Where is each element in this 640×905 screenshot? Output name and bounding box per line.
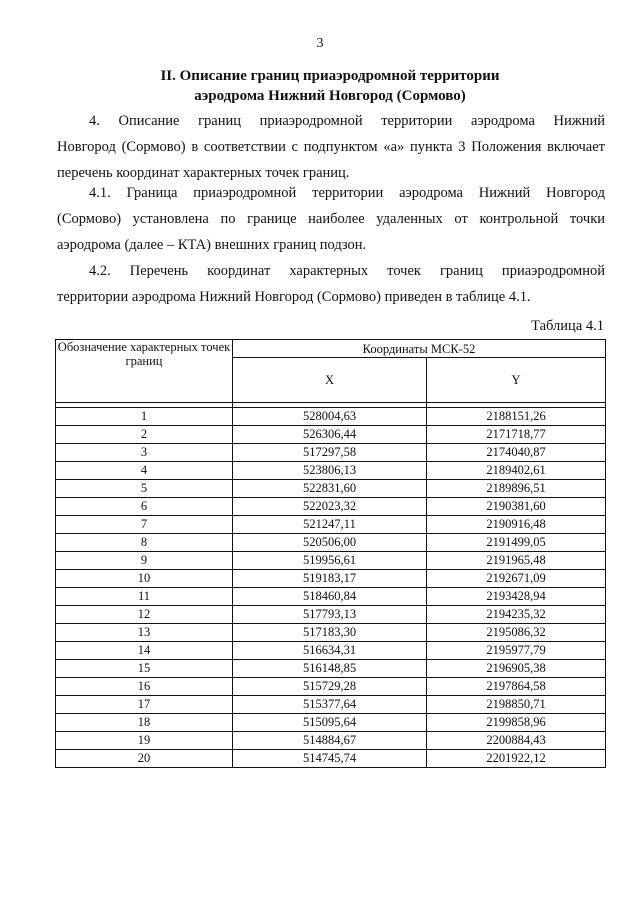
header-y: Y xyxy=(427,358,606,403)
table-row xyxy=(56,642,606,660)
table-row xyxy=(56,516,606,534)
x-cell: 514745,74 xyxy=(233,750,427,768)
y-cell: 2174040,87 xyxy=(427,444,606,462)
x-cell: 517793,13 xyxy=(233,606,427,624)
point-cell: 4 xyxy=(56,462,233,480)
paragraph-4 xyxy=(57,108,605,186)
x-cell: 516634,31 xyxy=(233,642,427,660)
x-cell: 515377,64 xyxy=(233,696,427,714)
point-cell: 7 xyxy=(56,516,233,534)
table-row xyxy=(56,678,606,696)
section-title xyxy=(60,66,600,106)
header-coordinates: Координаты МСК-52 xyxy=(233,340,606,358)
point-cell: 13 xyxy=(56,624,233,642)
table-row xyxy=(56,498,606,516)
table-row xyxy=(56,606,606,624)
coordinates-table xyxy=(55,339,606,768)
y-cell: 2193428,94 xyxy=(427,588,606,606)
paragraph-line: 4.1. Граница приаэродромной территории аэродрома Нижний Новгород xyxy=(89,185,605,201)
page-number: 3 xyxy=(316,36,324,51)
y-cell: 2197864,58 xyxy=(427,678,606,696)
y-cell: 2194235,32 xyxy=(427,606,606,624)
paragraph-line: аэродрома (далее – КТА) внешних границ подзон. xyxy=(57,237,367,253)
table-row xyxy=(56,750,606,768)
y-cell: 2196905,38 xyxy=(427,660,606,678)
table-row xyxy=(56,696,606,714)
point-cell: 3 xyxy=(56,444,233,462)
x-cell: 519183,17 xyxy=(233,570,427,588)
table-row xyxy=(56,714,606,732)
x-cell: 518460,84 xyxy=(233,588,427,606)
point-cell: 19 xyxy=(56,732,233,750)
x-cell: 519956,61 xyxy=(233,552,427,570)
table-row xyxy=(56,660,606,678)
table-caption: Таблица 4.1 xyxy=(531,318,604,334)
x-cell: 517297,58 xyxy=(233,444,427,462)
y-cell: 2188151,26 xyxy=(427,408,606,426)
point-cell: 11 xyxy=(56,588,233,606)
y-cell: 2192671,09 xyxy=(427,570,606,588)
point-cell: 16 xyxy=(56,678,233,696)
paragraph-4-2 xyxy=(57,258,605,310)
x-cell: 522023,32 xyxy=(233,498,427,516)
point-cell: 6 xyxy=(56,498,233,516)
point-cell: 10 xyxy=(56,570,233,588)
x-cell: 521247,11 xyxy=(233,516,427,534)
point-cell: 9 xyxy=(56,552,233,570)
y-cell: 2191965,48 xyxy=(427,552,606,570)
paragraph-line: территории аэродрома Нижний Новгород (Сормово) приведен в таблице 4.1. xyxy=(57,289,531,305)
table-row xyxy=(56,480,606,498)
point-cell: 20 xyxy=(56,750,233,768)
point-cell: 15 xyxy=(56,660,233,678)
header-x: X xyxy=(233,358,427,403)
point-cell: 2 xyxy=(56,426,233,444)
point-cell: 12 xyxy=(56,606,233,624)
y-cell: 2198850,71 xyxy=(427,696,606,714)
table-row xyxy=(56,732,606,750)
paragraph-line: Новгород (Сормово) в соответствии с подпунктом «а» пункта 3 Положения включает xyxy=(57,139,605,155)
table-row xyxy=(56,552,606,570)
x-cell: 514884,67 xyxy=(233,732,427,750)
paragraph-4-1 xyxy=(57,180,605,258)
paragraph-line: 4.2. Перечень координат характерных точек границ приаэродромной xyxy=(89,263,605,279)
x-cell: 522831,60 xyxy=(233,480,427,498)
section-title-line-2: аэродрома Нижний Новгород (Сормово) xyxy=(194,88,466,104)
x-cell: 515095,64 xyxy=(233,714,427,732)
table-row xyxy=(56,588,606,606)
point-cell: 18 xyxy=(56,714,233,732)
table-body xyxy=(56,408,606,768)
point-cell: 14 xyxy=(56,642,233,660)
y-cell: 2189896,51 xyxy=(427,480,606,498)
y-cell: 2191499,05 xyxy=(427,534,606,552)
table-row xyxy=(56,444,606,462)
table-row xyxy=(56,408,606,426)
x-cell: 526306,44 xyxy=(233,426,427,444)
y-cell: 2195977,79 xyxy=(427,642,606,660)
x-cell: 528004,63 xyxy=(233,408,427,426)
x-cell: 520506,00 xyxy=(233,534,427,552)
table-row xyxy=(56,534,606,552)
table-row xyxy=(56,624,606,642)
y-cell: 2190916,48 xyxy=(427,516,606,534)
y-cell: 2200884,43 xyxy=(427,732,606,750)
x-cell: 515729,28 xyxy=(233,678,427,696)
paragraph-line: перечень координат характерных точек границ. xyxy=(57,165,350,181)
x-cell: 516148,85 xyxy=(233,660,427,678)
header-point: Обозначение характерных точек границ xyxy=(56,340,233,403)
point-cell: 17 xyxy=(56,696,233,714)
y-cell: 2190381,60 xyxy=(427,498,606,516)
point-cell: 1 xyxy=(56,408,233,426)
section-title-line-1: II. Описание границ приаэродромной территории xyxy=(160,68,500,84)
x-cell: 523806,13 xyxy=(233,462,427,480)
paragraph-line: (Сормово) установлена по границе наиболее удаленных от контрольной точки xyxy=(57,211,605,227)
y-cell: 2199858,96 xyxy=(427,714,606,732)
y-cell: 2201922,12 xyxy=(427,750,606,768)
paragraph-line: 4. Описание границ приаэродромной территории аэродрома Нижний xyxy=(89,113,605,129)
y-cell: 2189402,61 xyxy=(427,462,606,480)
point-cell: 8 xyxy=(56,534,233,552)
point-cell: 5 xyxy=(56,480,233,498)
table-row xyxy=(56,462,606,480)
table-row xyxy=(56,426,606,444)
y-cell: 2195086,32 xyxy=(427,624,606,642)
table-row xyxy=(56,570,606,588)
y-cell: 2171718,77 xyxy=(427,426,606,444)
x-cell: 517183,30 xyxy=(233,624,427,642)
